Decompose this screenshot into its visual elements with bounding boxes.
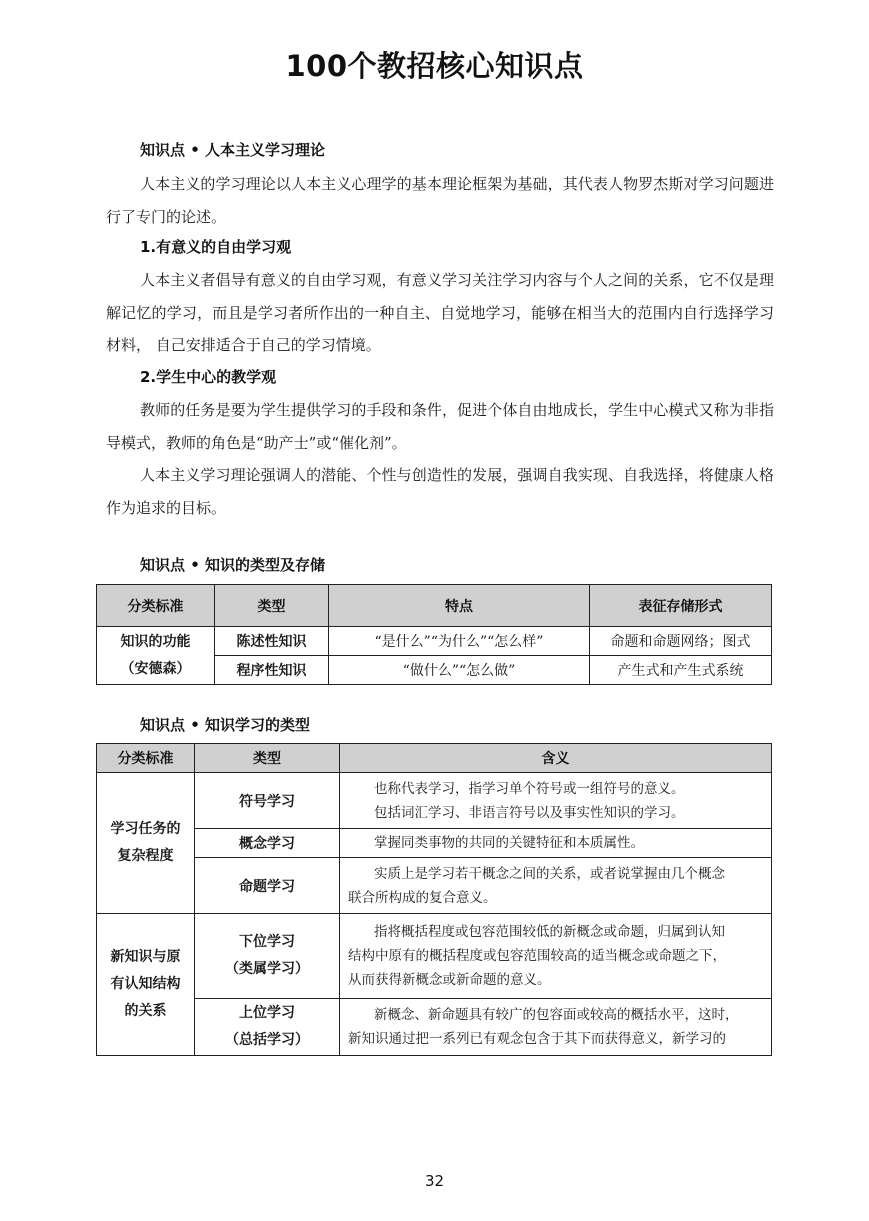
criterion-line: 知识的功能 [120, 633, 191, 650]
meaning-line: 指将概括程度或包容范围较低的新概念或命题，归属到认知 [374, 924, 725, 940]
student-centered-paragraph: 教师的任务是要为学生提供学习的手段和条件，促进个体自由地成长，学生中心模式又称为非指导模式，教师的角色是“助产士”或“催化剂”。 [106, 401, 774, 452]
table-row [97, 773, 772, 829]
type-cell [195, 999, 340, 1056]
type-cell: 符号学习 [195, 773, 340, 829]
type-cell: 陈述性知识 [215, 627, 329, 656]
meaning-line: 从而获得新概念或新命题的意义。 [348, 972, 551, 988]
storage-form-cell: 产生式和产生式系统 [590, 656, 772, 685]
table-row [97, 858, 772, 914]
table-row [97, 627, 772, 656]
storage-form-cell: 命题和命题网络；图式 [590, 627, 772, 656]
type-line: 下位学习 [239, 934, 295, 950]
feature-cell: “做什么”“怎么做” [329, 656, 590, 685]
learning-types-table [96, 743, 772, 1056]
meaning-line: 结构中原有的概括程度或包容范围较高的适当概念或命题之下， [348, 948, 726, 964]
table-row [97, 829, 772, 858]
type-cell: 命题学习 [195, 858, 340, 914]
criterion-line: 复杂程度 [117, 848, 174, 864]
criterion-cell [97, 627, 215, 685]
criterion-line: （安德森） [120, 660, 191, 677]
criterion-line: 学习任务的 [110, 821, 181, 837]
meaning-line: 联合所构成的复合意义。 [348, 889, 497, 906]
feature-cell: “是什么”“为什么”“怎么样” [329, 627, 590, 656]
meaning-line: 包括词汇学习、非语言符号以及事实性知识的学习。 [374, 804, 685, 821]
meaning-line: 掌握同类事物的共同的关键特征和本质属性。 [374, 835, 644, 851]
column-header: 类型 [215, 585, 329, 627]
meaning-cell [340, 773, 772, 829]
type-cell: 程序性知识 [215, 656, 329, 685]
knowledge-types-table [96, 584, 772, 685]
column-header: 表征存储形式 [590, 585, 772, 627]
column-header: 类型 [195, 744, 340, 773]
criterion-line: 的关系 [124, 1003, 167, 1019]
criterion-line: 有认知结构 [110, 976, 181, 992]
table-row [97, 914, 772, 999]
section-heading-learning-types: 知识点 • 知识学习的类型 [140, 716, 311, 734]
column-header: 分类标准 [97, 744, 195, 773]
meaning-line: 新概念、新命题具有较广的包容面或较高的概括水平，这时， [374, 1007, 739, 1023]
meaning-cell [340, 858, 772, 914]
meaning-line: 实质上是学习若干概念之间的关系，或者说掌握由几个概念 [374, 865, 725, 882]
intro-paragraph: 人本主义的学习理论以人本主义心理学的基本理论框架为基础，其代表人物罗杰斯对学习问题进行了专门的论述。 [106, 175, 774, 226]
page-title: 100个教招核心知识点 [285, 49, 584, 83]
section-heading-knowledge-types: 知识点 • 知识的类型及存储 [140, 556, 326, 574]
type-cell [195, 914, 340, 999]
humanistic-summary-paragraph: 人本主义学习理论强调人的潜能、个性与创造性的发展，强调自我实现、自我选择，将健康人格作为追求的目标。 [106, 466, 774, 517]
table-header-row [97, 585, 772, 627]
meaning-line: 新知识通过把一系列已有观念包含于其下而获得意义，新学习的 [348, 1031, 726, 1047]
meaning-line: 也称代表学习，指学习单个符号或一组符号的意义。 [374, 780, 685, 797]
column-header: 含义 [340, 744, 772, 773]
type-line: （总括学习） [225, 1032, 309, 1048]
subheading-student-centered: 2.学生中心的教学观 [140, 368, 277, 386]
criterion-line: 新知识与原 [110, 949, 181, 965]
meaning-cell [340, 914, 772, 999]
section-heading-humanistic: 知识点 • 人本主义学习理论 [140, 141, 326, 159]
meaning-cell [340, 999, 772, 1056]
criterion-cell [97, 773, 195, 914]
column-header: 特点 [329, 585, 590, 627]
column-header: 分类标准 [97, 585, 215, 627]
type-line: 上位学习 [239, 1005, 295, 1021]
page-number: 32 [424, 1172, 445, 1190]
meaning-cell [340, 829, 772, 858]
criterion-cell [97, 914, 195, 1056]
subheading-meaningful-learning: 1.有意义的自由学习观 [140, 238, 292, 256]
table-row [97, 999, 772, 1056]
table-header-row [97, 744, 772, 773]
type-line: （类属学习） [225, 961, 309, 977]
type-cell: 概念学习 [195, 829, 340, 858]
meaningful-learning-paragraph: 人本主义者倡导有意义的自由学习观，有意义学习关注学习内容与个人之间的关系，它不仅是理解记忆的学习，而且是学习者所作出的一种自主、自觉地学习，能够在相当大的范围内自行选择学习材料， 自己安排适合于自己的学习情境。 [106, 271, 774, 354]
